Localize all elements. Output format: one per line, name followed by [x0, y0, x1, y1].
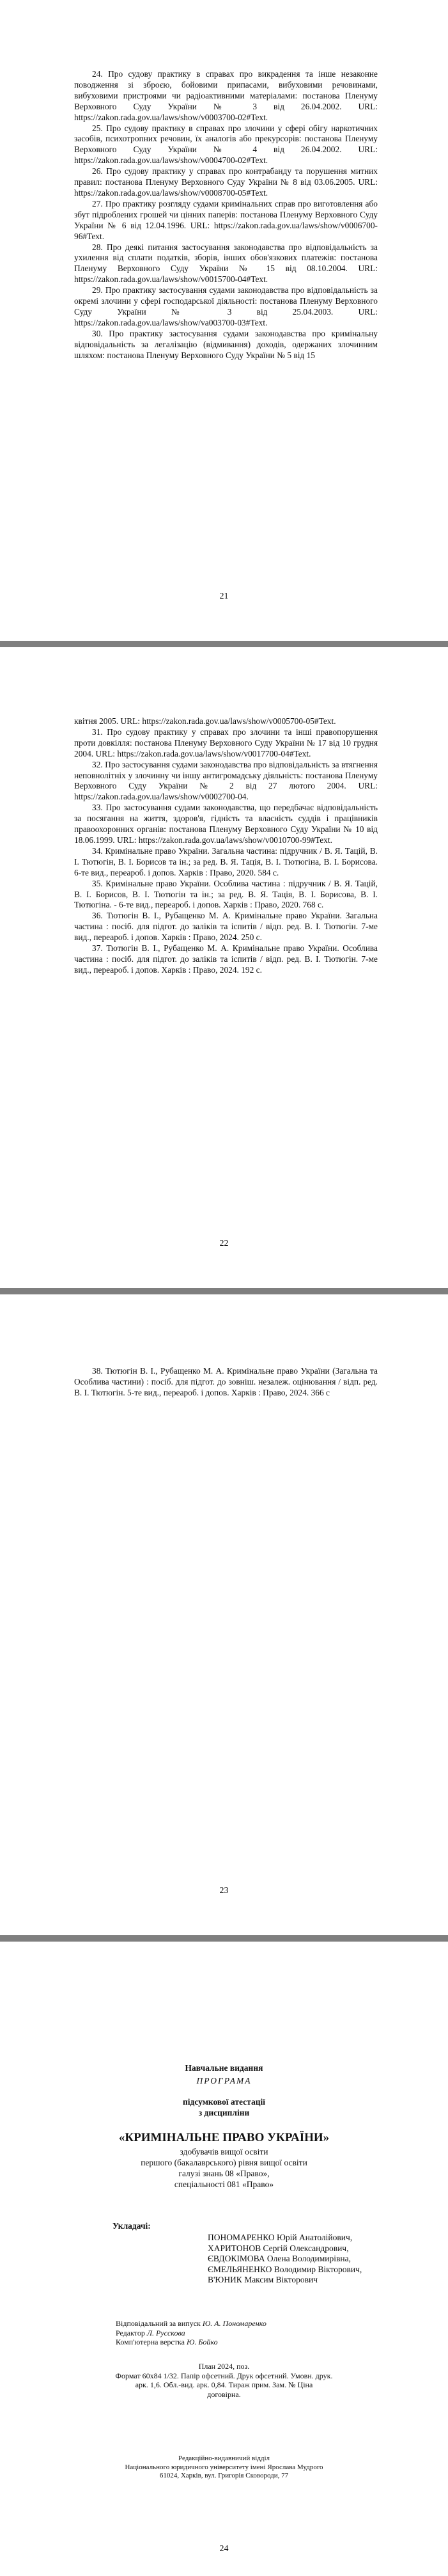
credit-line	[116, 2319, 384, 2329]
compilers	[112, 2221, 381, 2286]
reference-33: 33. Про застосування судами законодавства, що передбачає відповідальність за посягання на життя, здоров'я, гідність та власність суддів і працівників правоохоронних органів: постанова Пленуму Верховного Суду України № 10 від 18.06.1999. URL: https://zakon.rada.gov.ua/laws/show/v0010700-99#Text.	[74, 803, 378, 845]
course-title: «КРИМІНАЛЬНЕ ПРАВО УКРАЇНИ»	[118, 2131, 330, 2144]
reference-36: 36. Тютюгін В. І., Рубащенко М. А. Кримінальне право України. Загальна частина : посіб. для підгот. до заліків та іспитів / відп. ред. В. І. Тютюгін. 7-ме вид., переароб. і допов. Харків : Право, 2024. 250 с.	[74, 911, 378, 943]
page-24-imprint	[0, 1942, 448, 2576]
credit-value: Л. Русскова	[146, 2328, 185, 2337]
compiler-name: ЄМЕЛЬЯНЕНКО Володимир Вікторович,	[208, 2264, 362, 2274]
page-number: 22	[219, 1239, 229, 1248]
reference-35: 35. Кримінальне право України. Особлива частина : підручник / В. Я. Тацій, В. І. Борисов, В. І. Тютюгін та ін.; за ред. В. Я. Тація, В. І. Борисова, В. І. Тютюгіна. - 6-те вид., переароб. і допов. Харків : Право, 2020. 768 с.	[74, 878, 378, 910]
reference-31: 31. Про судову практику у справах про злочини та інші правопорушення проти довкілля: постанова Пленуму Верховного Суду України № 17 від 10 грудня 2004. URL: https://zakon.rada.gov.ua/laws/show/v0017700-04#Text.	[74, 726, 378, 758]
publisher	[0, 2454, 448, 2481]
publisher-line: Редакційно-видавничий відділ	[178, 2454, 270, 2462]
purpose	[0, 2096, 448, 2118]
degree-line: першого (бакалаврського) рівня вищої освіти	[141, 2158, 307, 2167]
page-number: 24	[219, 2544, 229, 2554]
page-22	[0, 647, 448, 1288]
degree-line: здобувачів вищої освіти	[180, 2147, 268, 2156]
spec-line: Формат 60х84 1/32. Папір офсетний. Друк офсетний. Умовн. друк.	[115, 2371, 333, 2380]
reference-30: 30. Про практику застосування судами законодавства про кримінальну відповідальність за легалізацію (відмивання) доходів, одержаних злочинним шляхом: постанова Пленуму Верховного Суду України № 5 від 15	[74, 328, 378, 360]
page-number: 23	[219, 1886, 229, 1896]
reference-34: 34. Кримінальне право України. Загальна частина: підручник / В. Я. Тацій, В. І. Тютюгін, В. І. Борисов та ін.; за ред. В. Я. Тація, В. І. Тютюгіна, В. І. Борисова. 6-те вид., переароб. і допов. Харків : Право, 2020. 584 с.	[74, 845, 378, 877]
credit-line	[116, 2337, 384, 2347]
credit-value: Ю. Бойко	[186, 2337, 218, 2346]
imprint	[0, 1942, 448, 2576]
print-specs	[0, 2362, 448, 2399]
page-22-text	[74, 716, 378, 976]
compiler-name: В'ЮНИК Максим Вікторович	[208, 2275, 318, 2284]
credit-value: Ю. А. Пономаренко	[202, 2319, 266, 2328]
page-number: 21	[219, 592, 229, 601]
credit-label: Комп'ютерна верстка	[116, 2337, 187, 2346]
credit-label: Відповідальний за випуск	[116, 2319, 203, 2328]
degree-line: спеціальності 081 «Право»	[174, 2179, 274, 2189]
credit-label: Редактор	[116, 2328, 147, 2337]
reference-32: 32. Про застосування судами законодавства про відповідальність за втягнення неповнолітніх у злочинну чи іншу антигромадську діяльність: постанова Пленуму Верховного Суду України № 2 від 27 лютого 2004. URL: https://zakon.rada.gov.ua/laws/show/v0002700-04.	[74, 759, 378, 802]
reference-28: 28. Про деякі питання застосування законодавства про відповідальність за ухилення від сплати податків, зборів, інших обов'язкових платежів: постанова Пленуму Верховного Суду України № 15 від 08.10.2004. URL: https://zakon.rada.gov.ua/laws/show/v0015700-04#Text.	[74, 242, 378, 285]
compilers-label: Укладачі:	[112, 2221, 151, 2231]
spec-line: План 2024, поз.	[198, 2362, 250, 2371]
compiler-name: ЄВДОКІМОВА Олена Володимирівна,	[208, 2254, 351, 2263]
reference-38: 38. Тютюгін В. І., Рубащенко М. А. Кримінальне право України (Загальна та Особлива частини) : посіб. для підгот. до зовніш. незалеж. оцінювання / відп. ред. В. І. Тютюгін. 5-те вид., переароб. і допов. Харків : Право, 2024. 366 с	[74, 1366, 378, 1397]
page-21	[0, 0, 448, 641]
compiler-name: ХАРИТОНОВ Сергій Олександрович,	[208, 2243, 349, 2253]
edition-type: Навчальне видання	[185, 2063, 263, 2073]
page-21-text	[74, 69, 378, 361]
credits	[116, 2319, 384, 2347]
reference-26: 26. Про судову практику у справах про контрабанду та порушення митних правил: постанова Пленуму Верховного Суду України № 8 від 03.06.2005. URL: https://zakon.rada.gov.ua/laws/show/v0008700-05#Text.	[74, 166, 378, 198]
page-23-text	[74, 1366, 378, 1399]
credit-line	[116, 2329, 384, 2338]
page-23	[0, 1294, 448, 1935]
reference-30-continued: квітня 2005. URL: https://zakon.rada.gov.ua/laws/show/v0005700-05#Text.	[74, 716, 336, 726]
spec-line: договірна.	[207, 2389, 241, 2399]
spec-line: арк. 1,6. Обл.-вид. арк. 0,84. Тираж прим. Зам. № Ціна	[135, 2380, 313, 2389]
degree-line: галузі знань 08 «Право»,	[178, 2169, 270, 2178]
compiler-name: ПОНОМАРЕНКО Юрій Анатолійович,	[208, 2233, 353, 2242]
genre: ПРОГРАМА	[196, 2076, 252, 2085]
reference-29: 29. Про практику застосування судами законодавства про відповідальність за окремі злочини у сфері господарської діяльності: постанова Пленуму Верховного Суду України № 3 від 25.04.2003. URL: https://zakon.rada.gov.ua/laws/show/va003700-03#Text.	[74, 285, 378, 327]
publisher-line: Національного юридичного університету імені Ярослава Мудрого	[125, 2463, 323, 2471]
reference-27: 27. Про практику розгляду судами кримінальних справ про виготовлення або збут підроблених грошей чи цінних паперів: постанова Пленуму Верховного Суду України № 6 від 12.04.1996. URL: https://zakon.rada.gov.ua/laws/show/v0006700-96#Text.	[74, 198, 378, 241]
publisher-line: 61024, Харків, вул. Григорія Сковороди, 77	[159, 2472, 289, 2479]
reference-25: 25. Про судову практику в справах про злочини у сфері обігу наркотичних засобів, психотропних речовин, їх аналогів або прекурсорів: постанова Пленуму Верховного Суду України № 4 від 26.04.2002. URL: https://zakon.rada.gov.ua/laws/show/v0004700-02#Text.	[74, 123, 378, 166]
reference-24: 24. Про судову практику в справах про викрадення та інше незаконне поводження зі зброєю, бойовими припасами, вибуховими речовинами, вибуховими пристроями чи радіоактивними матеріалами: постанова Пленуму Верховного Суду України № 3 від 26.04.2002. URL: https://zakon.rada.gov.ua/laws/show/v0003700-02#Text.	[74, 69, 378, 122]
purpose-line: з дисципліни	[198, 2108, 250, 2117]
reference-37: 37. Тютюгін В. І., Рубащенко М. А. Кримінальне право України. Особлива частина : посіб. для підгот. до заліків та іспитів / відп. ред. В. І. Тютюгін. 7-ме вид., переароб. і допов. Харків : Право, 2024. 192 с.	[74, 943, 378, 975]
degree-info	[0, 2146, 448, 2190]
purpose-line: підсумкової атестації	[182, 2097, 266, 2107]
